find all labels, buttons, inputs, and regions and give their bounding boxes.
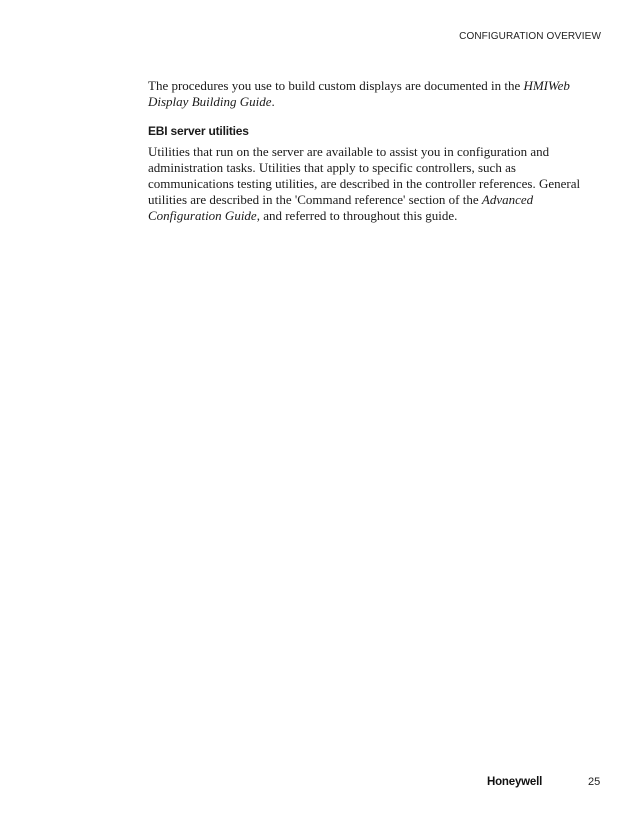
intro-paragraph — [148, 78, 603, 110]
intro-guide-title: HMIWeb Display Building Guide — [148, 78, 570, 109]
honeywell-logo: Honeywell — [487, 776, 543, 788]
page-number: 25 — [588, 776, 601, 788]
intro-text-before: The procedures you use to build custom displays are documented in the — [148, 78, 524, 93]
section-text-after: , and referred to throughout this guide. — [256, 208, 458, 223]
section-paragraph — [148, 144, 603, 224]
section-heading: EBI server utilities — [148, 124, 249, 138]
section-text-before: Utilities that run on the server are available to assist you in configuration and administration tasks. Utilities that apply to specific controllers, such as communications testing utilities, are described in the controller references. General utilities are described in the 'Command reference' section of the — [148, 144, 581, 207]
section-guide-title: Advanced Configuration Guide — [148, 192, 534, 223]
running-header: CONFIGURATION OVERVIEW — [459, 31, 601, 42]
page-content — [148, 78, 603, 224]
intro-text-after: . — [271, 94, 275, 109]
